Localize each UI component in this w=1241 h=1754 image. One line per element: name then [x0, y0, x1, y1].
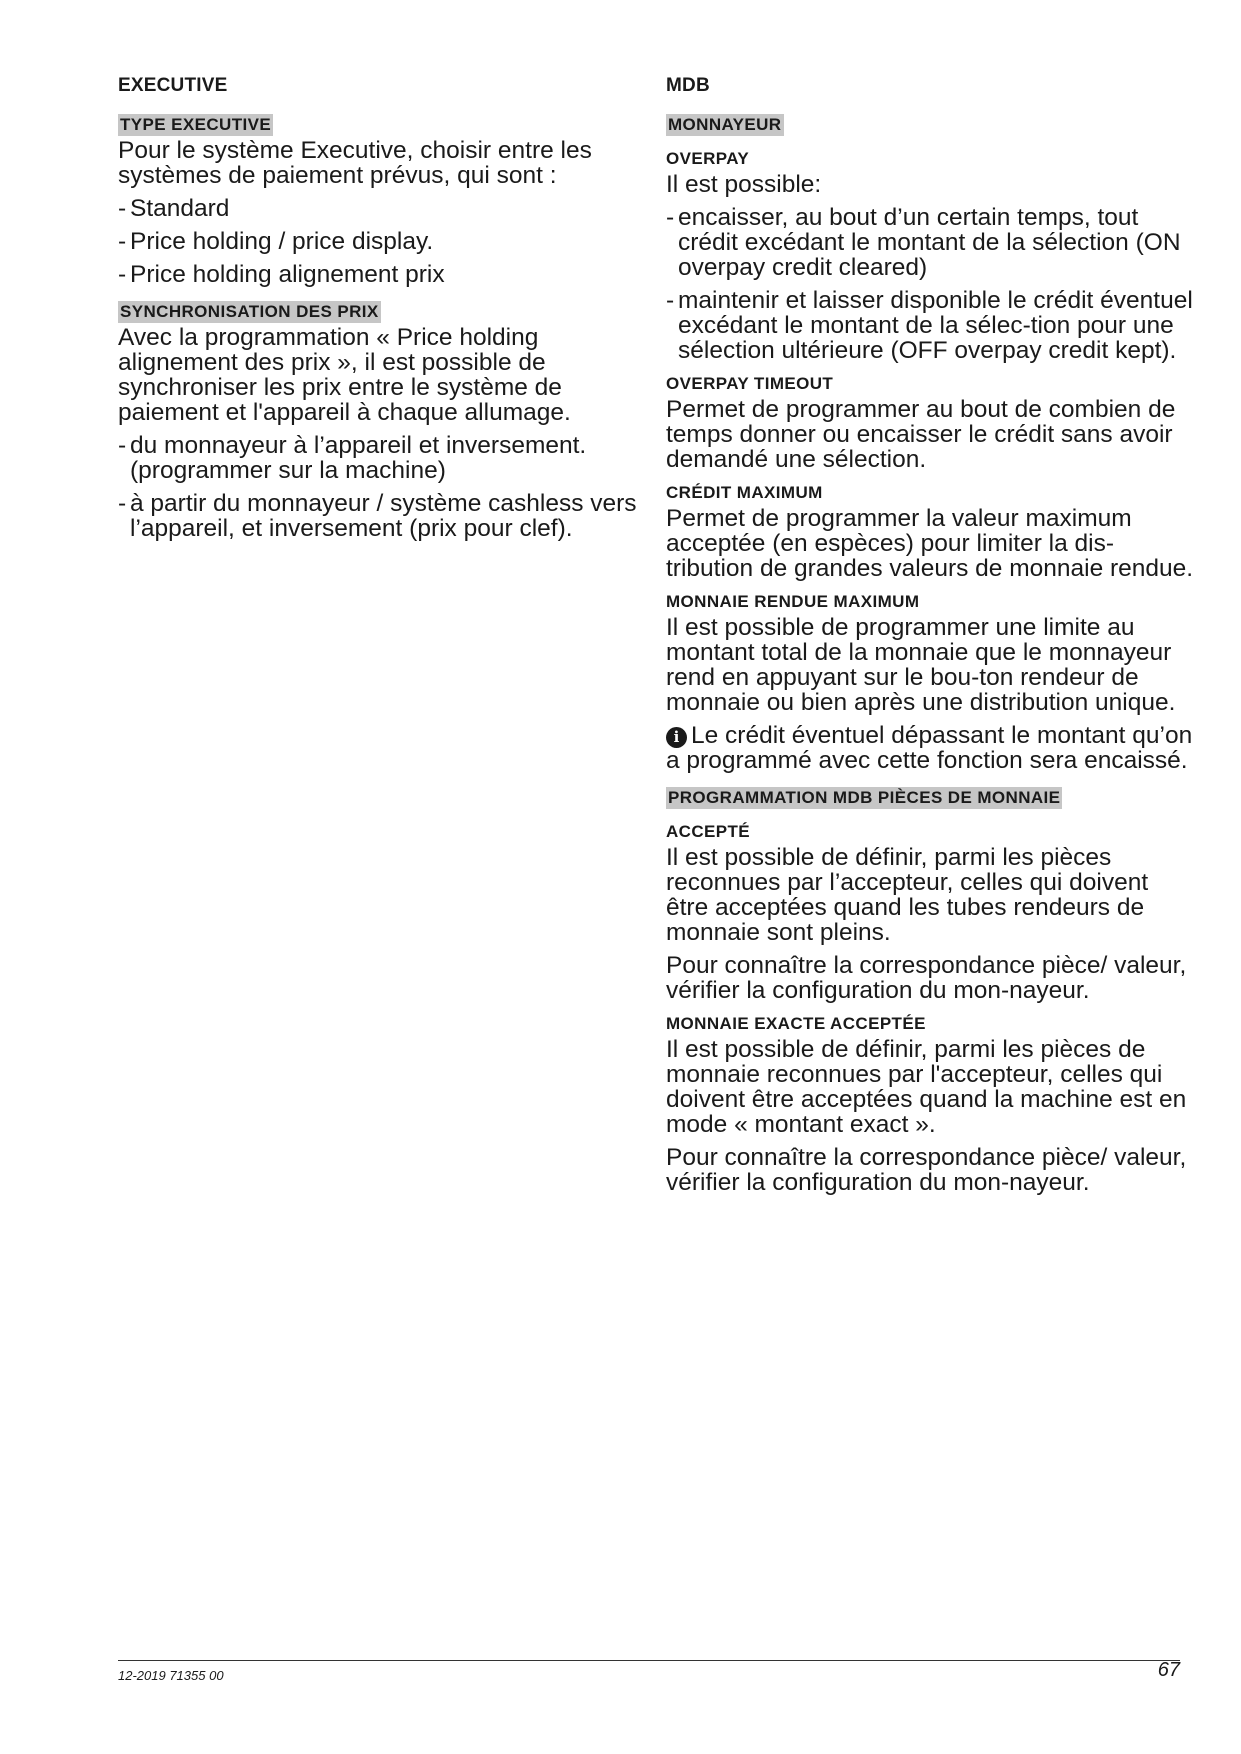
accepted-text-2: Pour connaître la correspondance pièce/ valeur, vérifier la configuration du mon-nayeur. — [666, 952, 1187, 1004]
exact-change-text-2: Pour connaître la correspondance pièce/ valeur, vérifier la configuration du mon-nayeur. — [666, 1144, 1187, 1196]
info-icon: i — [666, 727, 687, 748]
footer-divider — [118, 1660, 1180, 1661]
credit-maximum-text: Permet de programmer la valeur maximum acceptée (en espèces) pour limiter la dis-tribution de grandes valeurs de monnaie rendue. — [666, 505, 1194, 582]
info-note: i Le crédit éventuel dépassant le montant qu’on a programmé avec cette fonction sera encaissé. — [666, 722, 1193, 774]
list-item: - Price holding / price display. — [118, 228, 434, 255]
list-item: - encaisser, au bout d’un certain temps, tout crédit excédant le montant de la sélection (ON overpay credit cleared) — [666, 204, 1181, 281]
subheading-overpay: OVERPAY — [666, 149, 750, 168]
subheading-overpay-timeout: OVERPAY TIMEOUT — [666, 374, 834, 393]
heading-type-executive: TYPE EXECUTIVE — [120, 115, 272, 134]
type-executive-text: Pour le système Executive, choisir entre les systèmes de paiement prévus, qui sont : — [118, 137, 592, 189]
accepted-text-1: Il est possible de définir, parmi les pièces reconnues par l’accepteur, celles qui doivent être acceptées quand les tubes rendeurs de monnaie sont pleins. — [666, 844, 1149, 946]
section-title-executive: EXECUTIVE — [118, 75, 228, 96]
list-item: - Price holding alignement prix — [118, 261, 445, 288]
list-item: - maintenir et laisser disponible le crédit éventuel excédant le montant de la sélec-tion pour une sélection ultérieure (OFF overpay credit kept). — [666, 287, 1193, 364]
list-item: - à partir du monnayeur / système cashless vers l’appareil, et inversement (prix pour clef). — [118, 490, 637, 542]
footer-document-code: 12-2019 71355 00 — [118, 1668, 224, 1683]
max-change-text: Il est possible de programmer une limite au montant total de la monnaie que le monnayeur rend en appuyant sur le bou-ton rendeur de monnaie ou bien après une distribution unique. — [666, 614, 1176, 716]
overpay-timeout-text: Permet de programmer au bout de combien de temps donner ou encaisser le crédit sans avoir demandé une sélection. — [666, 396, 1176, 473]
subheading-max-change: MONNAIE RENDUE MAXIMUM — [666, 592, 920, 611]
subheading-exact-change: MONNAIE EXACTE ACCEPTÉE — [666, 1014, 926, 1033]
section-title-mdb: MDB — [666, 75, 710, 96]
price-sync-text: Avec la programmation « Price holding alignement des prix », il est possible de synchroniser les prix entre le système de paiement et l'appareil à chaque allumage. — [118, 324, 571, 426]
right-column — [666, 70, 1196, 1203]
list-item: - Standard — [118, 195, 230, 222]
overpay-text: Il est possible: — [666, 171, 822, 198]
list-item: - du monnayeur à l’appareil et inversement. (programmer sur la machine) — [118, 432, 587, 484]
subheading-credit-maximum: CRÉDIT MAXIMUM — [666, 483, 823, 502]
exact-change-text-1: Il est possible de définir, parmi les pièces de monnaie reconnues par l'accepteur, celles qui doivent être acceptées quand la machine est en mode « montant exact ». — [666, 1036, 1187, 1138]
heading-mdb-coins: PROGRAMMATION MDB PIÈCES DE MONNAIE — [668, 788, 1061, 807]
heading-price-sync: SYNCHRONISATION DES PRIX — [120, 302, 379, 321]
subheading-accepted: ACCEPTÉ — [666, 822, 751, 841]
page-number: 67 — [1157, 1659, 1180, 1681]
left-column — [118, 70, 638, 549]
heading-monnayeur: MONNAYEUR — [668, 115, 782, 134]
